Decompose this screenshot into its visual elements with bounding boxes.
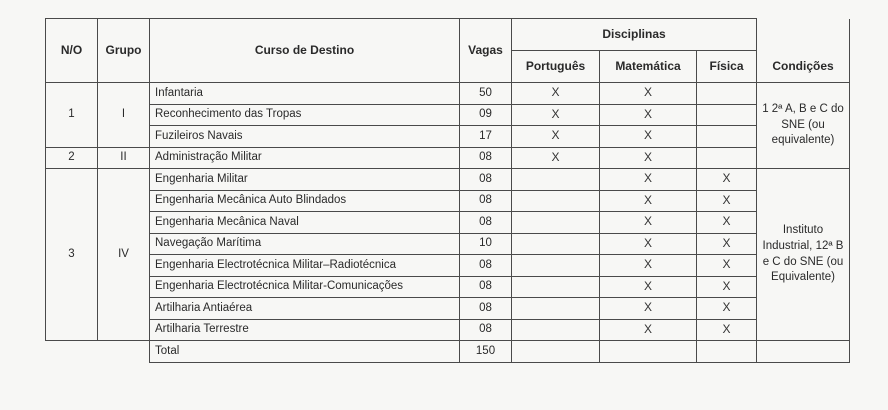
table-row bbox=[46, 190, 850, 212]
table-row bbox=[46, 319, 850, 341]
course-name: Navegação Marítima bbox=[150, 233, 460, 255]
fisica-mark: X bbox=[697, 169, 757, 191]
vagas-cell: 08 bbox=[460, 319, 512, 341]
portugues-mark bbox=[512, 212, 600, 234]
course-name: Reconhecimento das Tropas bbox=[150, 104, 460, 126]
matematica-mark: X bbox=[600, 126, 697, 148]
portugues-mark bbox=[512, 190, 600, 212]
course-name: Infantaria bbox=[150, 83, 460, 105]
header-curso: Curso de Destino bbox=[150, 19, 460, 83]
course-name: Engenharia Mecânica Auto Blindados bbox=[150, 190, 460, 212]
table-row bbox=[46, 276, 850, 298]
portugues-mark bbox=[512, 298, 600, 320]
fisica-mark: X bbox=[697, 276, 757, 298]
table-row bbox=[46, 83, 850, 105]
matematica-mark: X bbox=[600, 190, 697, 212]
matematica-mark: X bbox=[600, 104, 697, 126]
header-no: N/O bbox=[46, 19, 98, 83]
portugues-mark bbox=[512, 233, 600, 255]
course-name: Engenharia Electrotécnica Militar-Comunicações bbox=[150, 276, 460, 298]
portugues-mark bbox=[512, 169, 600, 191]
matematica-mark: X bbox=[600, 212, 697, 234]
row-grupo: II bbox=[98, 147, 150, 169]
fisica-mark bbox=[697, 104, 757, 126]
table-row bbox=[46, 126, 850, 148]
row-number: 1 bbox=[46, 83, 98, 148]
fisica-mark: X bbox=[697, 212, 757, 234]
header-portugues: Português bbox=[512, 51, 600, 83]
table-row bbox=[46, 147, 850, 169]
table-row bbox=[46, 212, 850, 234]
row-grupo: I bbox=[98, 83, 150, 148]
portugues-mark: X bbox=[512, 126, 600, 148]
vagas-cell: 50 bbox=[460, 83, 512, 105]
course-name: Engenharia Mecânica Naval bbox=[150, 212, 460, 234]
portugues-mark bbox=[512, 255, 600, 277]
courses-table bbox=[45, 18, 850, 363]
header-disciplinas: Disciplinas bbox=[512, 19, 757, 51]
table-row bbox=[46, 298, 850, 320]
row-number: 2 bbox=[46, 147, 98, 169]
vagas-cell: 08 bbox=[460, 276, 512, 298]
vagas-cell: 10 bbox=[460, 233, 512, 255]
fisica-mark bbox=[697, 83, 757, 105]
vagas-cell: 08 bbox=[460, 169, 512, 191]
condicoes-cell: Instituto Industrial, 12ª B e C do SNE (ou Equivalente) bbox=[757, 169, 850, 341]
header-condicoes: Condições bbox=[757, 19, 850, 83]
total-empty bbox=[512, 341, 600, 363]
fisica-mark: X bbox=[697, 233, 757, 255]
row-grupo: IV bbox=[98, 169, 150, 341]
vagas-cell: 08 bbox=[460, 190, 512, 212]
fisica-mark bbox=[697, 147, 757, 169]
header-vagas: Vagas bbox=[460, 19, 512, 83]
portugues-mark bbox=[512, 319, 600, 341]
header-grupo: Grupo bbox=[98, 19, 150, 83]
vagas-cell: 17 bbox=[460, 126, 512, 148]
fisica-mark: X bbox=[697, 298, 757, 320]
matematica-mark: X bbox=[600, 83, 697, 105]
course-name: Engenharia Militar bbox=[150, 169, 460, 191]
fisica-mark: X bbox=[697, 319, 757, 341]
course-name: Fuzileiros Navais bbox=[150, 126, 460, 148]
total-label: Total bbox=[150, 341, 460, 363]
total-vagas: 150 bbox=[460, 341, 512, 363]
matematica-mark: X bbox=[600, 276, 697, 298]
course-name: Artilharia Antiaérea bbox=[150, 298, 460, 320]
table-row bbox=[46, 233, 850, 255]
portugues-mark: X bbox=[512, 83, 600, 105]
total-empty bbox=[757, 341, 850, 363]
course-name: Engenharia Electrotécnica Militar–Radiotécnica bbox=[150, 255, 460, 277]
course-name: Artilharia Terrestre bbox=[150, 319, 460, 341]
table-row bbox=[46, 255, 850, 277]
vagas-cell: 08 bbox=[460, 212, 512, 234]
portugues-mark bbox=[512, 276, 600, 298]
vagas-cell: 08 bbox=[460, 255, 512, 277]
total-empty bbox=[697, 341, 757, 363]
vagas-cell: 09 bbox=[460, 104, 512, 126]
vagas-cell: 08 bbox=[460, 147, 512, 169]
header-matematica: Matemática bbox=[600, 51, 697, 83]
fisica-mark: X bbox=[697, 190, 757, 212]
matematica-mark: X bbox=[600, 169, 697, 191]
fisica-mark bbox=[697, 126, 757, 148]
fisica-mark: X bbox=[697, 255, 757, 277]
portugues-mark: X bbox=[512, 104, 600, 126]
portugues-mark: X bbox=[512, 147, 600, 169]
matematica-mark: X bbox=[600, 255, 697, 277]
header-fisica: Física bbox=[697, 51, 757, 83]
vagas-cell: 08 bbox=[460, 298, 512, 320]
matematica-mark: X bbox=[600, 147, 697, 169]
matematica-mark: X bbox=[600, 298, 697, 320]
matematica-mark: X bbox=[600, 319, 697, 341]
total-row bbox=[46, 341, 850, 363]
total-empty bbox=[600, 341, 697, 363]
matematica-mark: X bbox=[600, 233, 697, 255]
table-row bbox=[46, 104, 850, 126]
table-row bbox=[46, 169, 850, 191]
course-name: Administração Militar bbox=[150, 147, 460, 169]
condicoes-cell: 1 2ª A, B e C do SNE (ou equivalente) bbox=[757, 83, 850, 169]
row-number: 3 bbox=[46, 169, 98, 341]
